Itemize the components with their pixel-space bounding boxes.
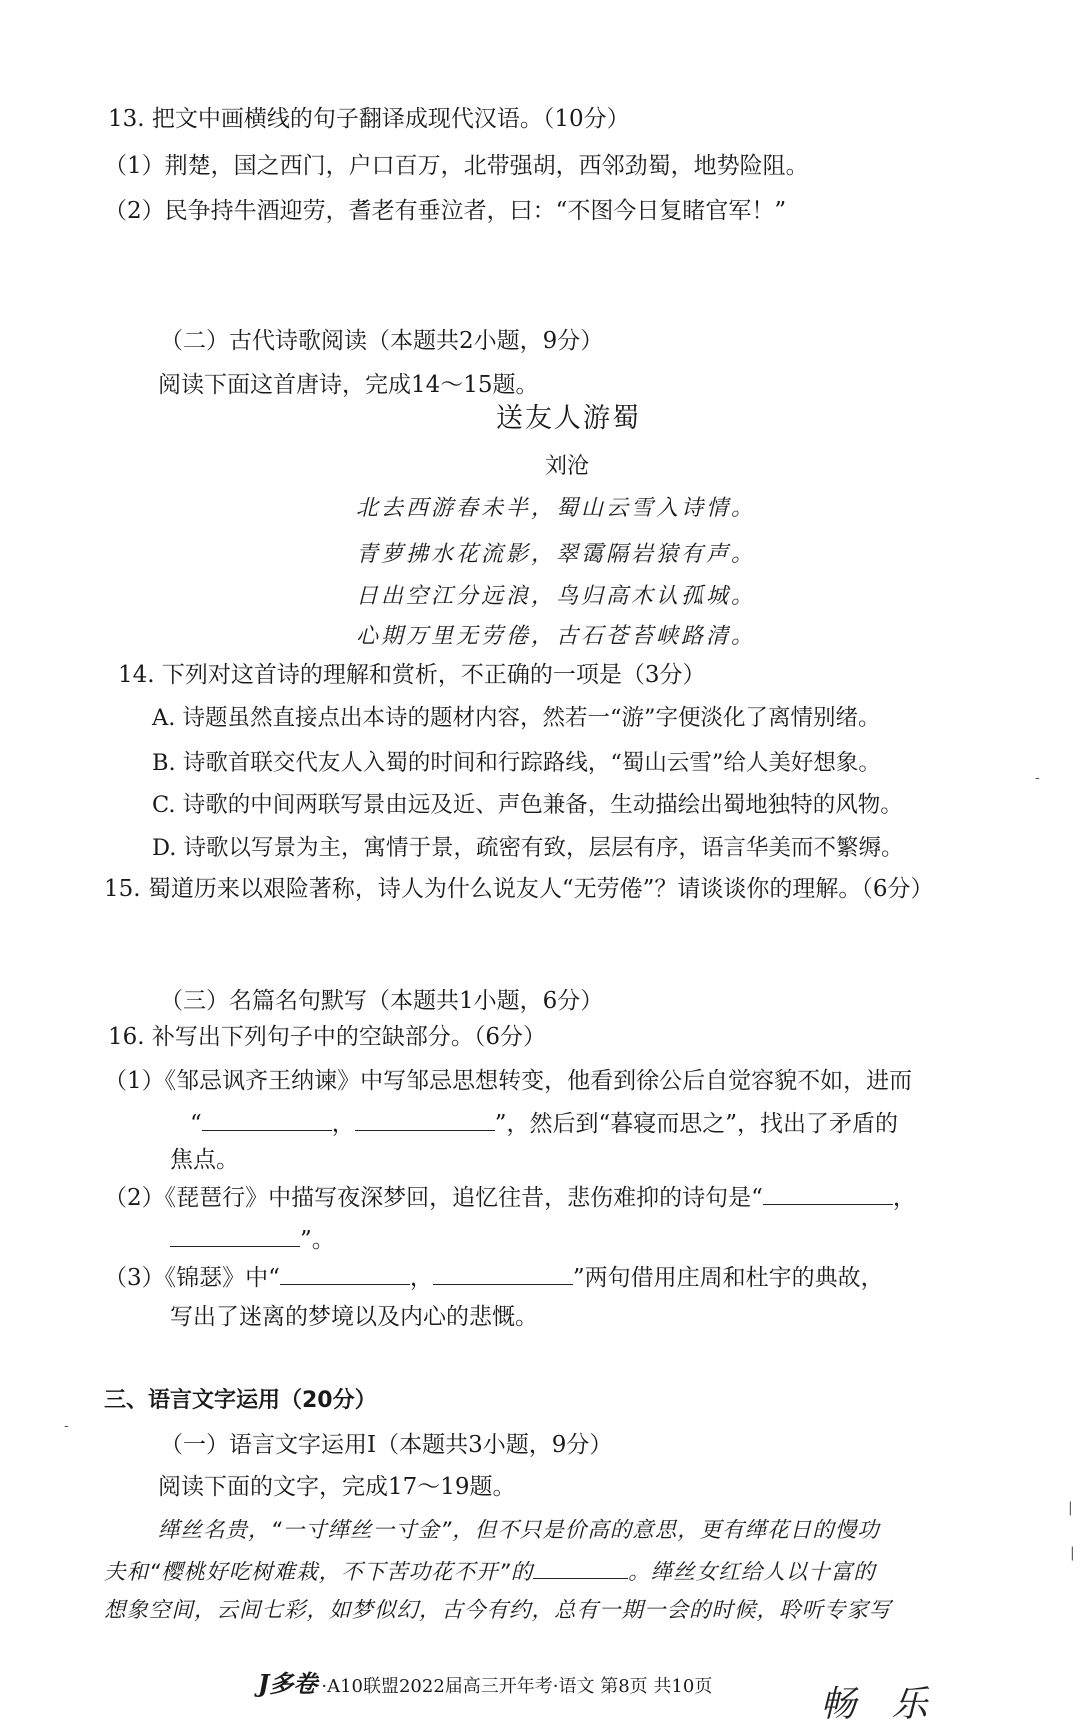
question-16-prompt: 16. 补写出下列句子中的空缺部分。（6分）	[108, 1024, 547, 1050]
question-16-item-1-text: （1）《邹忌讽齐王纳谏》中写邹忌思想转变，他看到徐公后自觉容貌不如，进而	[104, 1068, 913, 1094]
poem-line-3: 日出空江分远浪，鸟归高木认孤城。	[356, 584, 757, 609]
poem-line-2: 青萝拂水花流影，翠霭隔岩猿有声。	[356, 542, 757, 567]
section-2-heading: （二）古代诗歌阅读（本题共2小题，9分）	[160, 328, 604, 354]
question-13-prompt: 13. 把文中画横线的句子翻译成现代汉语。（10分）	[108, 106, 630, 132]
part-3-heading: 三、语言文字运用（20分）	[104, 1388, 377, 1413]
part-3-sub-heading: （一）语言文字运用Ⅰ（本题共3小题，9分）	[160, 1432, 613, 1458]
question-16-item-1-tail: ”，然后到“暮寝而思之”，找出了矛盾的	[494, 1111, 899, 1137]
question-14-option-d: D. 诗歌以写景为主，寓情于景，疏密有致，层层有序，语言华美而不繁缛。	[152, 835, 904, 861]
question-16-item-2-text: （2）《琵琶行》中描写夜深梦回，追忆往昔，悲伤难抑的诗句是“	[104, 1185, 763, 1211]
question-13-sentence-1: （1）荆楚，国之西门，户口百万，北带强胡，西邻劲蜀，地势险阻。	[104, 153, 809, 179]
question-14-option-b: B. 诗歌首联交代友人入蜀的时间和行踪路线，“蜀山云雪”给人美好想象。	[152, 750, 881, 776]
scan-speck: |	[1070, 1545, 1075, 1561]
comma: ，	[892, 1185, 916, 1211]
question-14-prompt: 14. 下列对这首诗的理解和赏析，不正确的一项是（3分）	[118, 662, 706, 688]
poem-title: 送友人游蜀	[496, 403, 641, 434]
quote-close: ”。	[300, 1227, 335, 1253]
passage-line-1: 缂丝名贵，“一寸缂丝一寸金”，但不只是价高的意思，更有缂花日的慢功	[158, 1518, 880, 1543]
question-15-prompt: 15. 蜀道历来以艰险著称，诗人为什么说友人“无劳倦”？请谈谈你的理解。（6分）	[104, 876, 934, 902]
part-3-intro: 阅读下面的文字，完成17～19题。	[158, 1474, 516, 1500]
footer-text: ·A10联盟2022届高三开年考·语文 第8页 共10页	[321, 1676, 713, 1697]
poem-author: 刘沧	[545, 454, 590, 479]
quote-open: “	[190, 1111, 202, 1137]
answer-blank[interactable]	[763, 1182, 893, 1205]
scan-speck: -	[64, 1418, 69, 1434]
publisher-logo: J多卷	[258, 1669, 318, 1698]
comma: ，	[331, 1111, 355, 1137]
answer-blank[interactable]	[433, 1262, 573, 1285]
question-13-sentence-2: （2）民争持牛酒迎劳，耆老有垂泣者，曰：“不图今日复睹官军！”	[104, 198, 787, 224]
question-16-item-3-end: 写出了迷离的梦境以及内心的悲慨。	[170, 1304, 538, 1330]
question-14-option-a: A. 诗题虽然直接点出本诗的题材内容，然若一“游”字便淡化了离情别绪。	[152, 705, 881, 731]
passage-line-2-end: 。缂丝女红给人以十富的	[628, 1560, 876, 1585]
poem-line-1: 北去西游春未半，蜀山云雪入诗情。	[356, 496, 757, 521]
answer-blank[interactable]	[280, 1262, 410, 1285]
question-16-item-2	[104, 1182, 916, 1213]
page-footer	[258, 1664, 712, 1699]
question-16-item-2-cont	[170, 1224, 335, 1255]
answer-blank[interactable]	[533, 1556, 628, 1579]
question-16-item-3-tail: ”两句借用庄周和杜宇的典故，	[572, 1265, 884, 1291]
question-14-option-c: C. 诗歌的中间两联写景由远及近、声色兼备，生动描绘出蜀地独特的风物。	[152, 792, 903, 818]
passage-line-2	[104, 1556, 876, 1588]
scan-speck: -	[1035, 770, 1040, 786]
section-2-intro: 阅读下面这首唐诗，完成14～15题。	[158, 372, 539, 398]
passage-line-2-start: 夫和“樱桃好吃树难栽，不下苦功花不开”的	[104, 1560, 534, 1585]
passage-line-3: 想象空间，云间七彩，如梦似幻，古今有约，总有一期一会的时候，聆听专家写	[104, 1598, 892, 1623]
question-16-item-1-blanks	[190, 1108, 898, 1139]
handwritten-mark: 畅 乐	[820, 1684, 940, 1725]
answer-blank[interactable]	[355, 1108, 495, 1131]
question-16-item-3-text: （3）《锦瑟》中“	[104, 1265, 280, 1291]
question-16-item-1-end: 焦点。	[170, 1147, 239, 1173]
answer-blank[interactable]	[170, 1224, 300, 1247]
question-16-item-3	[104, 1262, 884, 1293]
scan-speck: |	[1068, 1500, 1073, 1516]
section-3-heading: （三）名篇名句默写（本题共1小题，6分）	[160, 988, 604, 1014]
comma: ，	[409, 1265, 433, 1291]
poem-line-4: 心期万里无劳倦，古石苍苔峡路清。	[356, 624, 757, 649]
answer-blank[interactable]	[202, 1108, 332, 1131]
